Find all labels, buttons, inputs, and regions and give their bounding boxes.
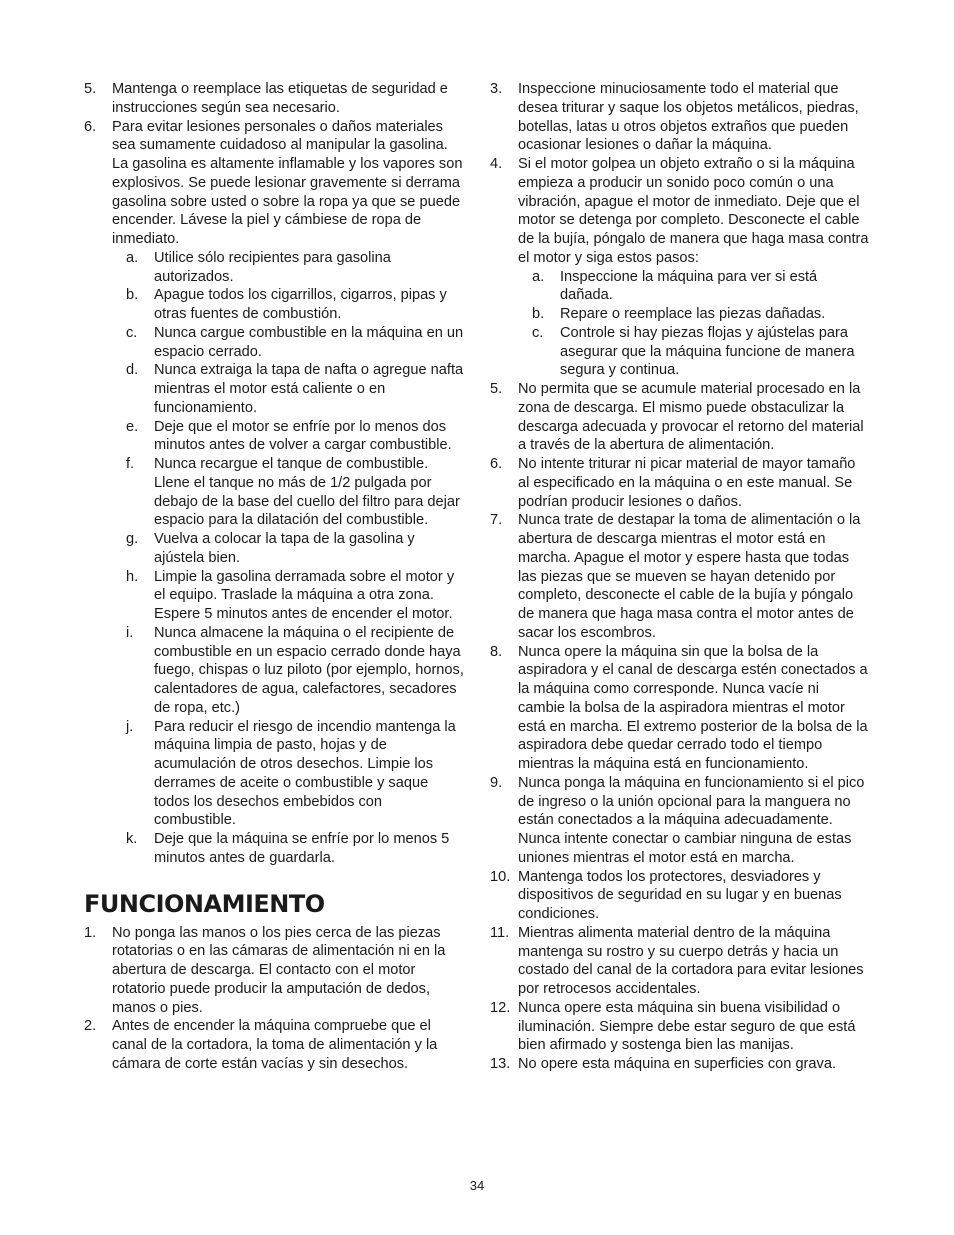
item-number: 2. [84, 1018, 97, 1035]
item-text: Si el motor golpea un objeto extraño o si la máquina empieza a producir un sonido poco común o una vibración, apague el motor de inmediato. Deje que el motor se detenga por completo. Desconecte el cable de la bujía, póngalo de manera que haga masa contra el motor y siga estos pasos: [518, 156, 869, 266]
item-letter: d. [126, 362, 139, 379]
item-letter: a. [532, 268, 545, 285]
item-text: Mantenga todos los protectores, desviadores y dispositivos de seguridad en su lugar y en buenas condiciones. [518, 868, 842, 922]
item-number: 13. [490, 1056, 511, 1072]
list-item [490, 511, 870, 642]
item-letter: a. [126, 249, 139, 266]
item-text: Deje que el motor se enfríe por lo menos dos minutos antes de volver a cargar combustible. [154, 418, 452, 454]
item-text: Antes de encender la máquina compruebe que el canal de la cortadora, la toma de alimentación y la cámara de corte están vacías y sin desechos. [112, 1018, 438, 1072]
item-number: 6. [84, 118, 97, 135]
item-letter: c. [532, 324, 544, 341]
section-heading: FUNCIONAMIENTO [84, 889, 325, 918]
list-item [490, 999, 870, 1055]
item-letter: i. [126, 624, 134, 641]
right-sublist [490, 268, 870, 381]
item-text: Para reducir el riesgo de incendio mantenga la máquina limpia de pasto, hojas y de acumulación de otros desechos. Limpie los derrames de aceite o combustible y saque todos los desechos embebidos con combustible. [154, 718, 456, 829]
list-item [84, 80, 464, 118]
item-number: 5. [84, 81, 97, 97]
item-text: Mientras alimenta material dentro de la máquina mantenga su rostro y su cuerpo detrás y hacia un costado del canal de la cortadora para evitar lesiones por retrocesos accidentales. [518, 924, 864, 997]
item-text: Inspeccione minuciosamente todo el material que desea triturar y saque los objetos metálicos, piedras, botellas, latas u otros objetos extraños que pueden ocasionar lesiones o dañar la máquina. [518, 81, 859, 154]
item-number: 9. [490, 774, 503, 791]
item-letter: f. [126, 456, 135, 472]
item-number: 3. [490, 81, 503, 97]
item-text: No ponga las manos o los pies cerca de las piezas rotatorias o en las cámaras de alimentación ni en la abertura de descarga. El contacto con el motor rotatorio puede producir la amputación de dedos, manos o pies. [112, 924, 446, 1016]
item-letter: b. [126, 287, 139, 304]
item-text: Para evitar lesiones personales o daños materiales sea sumamente cuidadoso al manipular la gasolina. La gasolina es altamente inflamable y los vapores son explosivos. Se puede lesionar gravemente si derrama gasolina sobre usted o sobre la ropa ya que se puede encender. Lávese la piel y cámbiese de ropa de inmediato. [112, 118, 463, 247]
item-text: Limpie la gasolina derramada sobre el motor y el equipo. Traslade la máquina a otra zona. Espere 5 minutos antes de encender el motor. [154, 568, 455, 622]
item-letter: g. [126, 531, 139, 547]
item-text: Inspeccione la máquina para ver si está dañada. [560, 268, 818, 304]
item-number: 10. [490, 868, 511, 885]
sub-list-item [126, 418, 464, 456]
list-item [84, 118, 464, 249]
item-letter: k. [126, 831, 138, 847]
item-number: 1. [84, 924, 97, 941]
sub-list-item [126, 624, 464, 718]
sub-list-item [126, 361, 464, 417]
sub-list-item [126, 286, 464, 324]
list-item [490, 924, 870, 999]
item-letter: c. [126, 324, 138, 341]
item-number: 6. [490, 456, 503, 472]
item-text: Vuelva a colocar la tapa de la gasolina y ajústela bien. [154, 531, 415, 566]
item-number: 8. [490, 643, 503, 660]
item-number: 11. [490, 924, 510, 941]
right-list-a [490, 80, 870, 268]
item-text: No opere esta máquina en superficies con grava. [518, 1056, 837, 1072]
item-text: Nunca opere la máquina sin que la bolsa de la aspiradora y el canal de descarga estén conectados a la máquina como corresponde. Nunca vacíe ni cambie la bolsa de la aspiradora mientras el motor está en marcha. El extremo posterior de la bolsa de la aspiradora debe quedar cerrado todo el tiempo mientras la máquina está en funcionamiento. [518, 643, 868, 772]
list-item [84, 924, 464, 1018]
item-text: Nunca almacene la máquina o el recipiente de combustible en un espacio cerrado donde haya fuego, chispas o luz piloto (por ejemplo, hornos, calentadores de agua, calefactores, secadores de ropa, etc.) [154, 624, 464, 716]
list-item [490, 155, 870, 268]
sub-list-item [126, 324, 464, 362]
item-text: Controle si hay piezas flojas y ajústelas para asegurar que la máquina funcione de manera segura y continua. [560, 324, 855, 379]
list-item [490, 868, 870, 924]
right-column [490, 80, 870, 1074]
item-text: Deje que la máquina se enfríe por lo menos 5 minutos antes de guardarla. [154, 831, 450, 866]
sub-list-item [126, 530, 464, 568]
item-text: Apague todos los cigarrillos, cigarros, pipas y otras fuentes de combustión. [154, 287, 447, 322]
left-list-top [84, 80, 464, 249]
sub-list-item [532, 268, 870, 306]
left-list-bottom [84, 924, 464, 1074]
item-letter: j. [126, 718, 134, 735]
page-number: 34 [469, 1178, 485, 1193]
item-text: Nunca cargue combustible en la máquina en un espacio cerrado. [154, 324, 464, 360]
item-text: Nunca opere esta máquina sin buena visibilidad o iluminación. Siempre debe estar seguro de que está bien afirmado y sostenga bien las manijas. [518, 999, 856, 1054]
sub-list-item [126, 830, 464, 868]
list-item [84, 1017, 464, 1073]
sub-list-item [126, 455, 464, 530]
sub-list-item [126, 249, 464, 287]
list-item [490, 380, 870, 455]
list-item [490, 1055, 870, 1074]
item-text: Nunca ponga la máquina en funcionamiento si el pico de ingreso o la unión opcional para la manguera no están conectados a la máquina adecuadamente. Nunca intente conectar o cambiar ninguna de estas uniones mientras el motor está en marcha. [518, 774, 865, 866]
item-text: Nunca extraiga la tapa de nafta o agregue nafta mientras el motor está caliente o en funcionamiento. [154, 362, 464, 416]
list-item [490, 455, 870, 511]
item-text: Nunca recargue el tanque de combustible. Llene el tanque no más de 1/2 pulgada por debajo de la base del cuello del filtro para dejar espacio para la dilatación del combustible. [154, 456, 460, 529]
sub-list-item [532, 324, 870, 380]
item-text: Nunca trate de destapar la toma de alimentación o la abertura de descarga mientras el motor está en marcha. Apague el motor y espere hasta que todas las piezas que se mueven se hayan detenido por completo, desconecte el cable de la bujía y póngalo de manera que haga masa contra el motor antes de sacar los escombros. [518, 512, 861, 641]
list-item [490, 643, 870, 774]
left-column [84, 80, 464, 1074]
item-number: 4. [490, 156, 503, 172]
sub-list-item [126, 568, 464, 624]
item-letter: h. [126, 568, 139, 585]
item-text: No intente triturar ni picar material de mayor tamaño al especificado en la máquina o en este manual. Se podrían producir lesiones o daños. [518, 456, 856, 510]
left-sublist [84, 249, 464, 868]
item-number: 5. [490, 381, 503, 397]
item-text: Mantenga o reemplace las etiquetas de seguridad e instrucciones según sea necesario. [112, 81, 448, 116]
sub-list-item [532, 305, 870, 324]
item-text: Repare o reemplace las piezas dañadas. [560, 306, 826, 322]
sub-list-item [126, 718, 464, 831]
item-number: 7. [490, 512, 503, 529]
item-letter: e. [126, 418, 139, 435]
list-item [490, 80, 870, 155]
list-item [490, 774, 870, 868]
item-letter: b. [532, 306, 545, 322]
item-number: 12. [490, 999, 511, 1016]
item-text: No permita que se acumule material procesado en la zona de descarga. El mismo puede obstaculizar la descarga adecuada y provocar el retorno del material a través de la abertura de alimentación. [518, 381, 864, 454]
item-text: Utilice sólo recipientes para gasolina autorizados. [154, 249, 391, 285]
right-list-b [490, 380, 870, 1074]
